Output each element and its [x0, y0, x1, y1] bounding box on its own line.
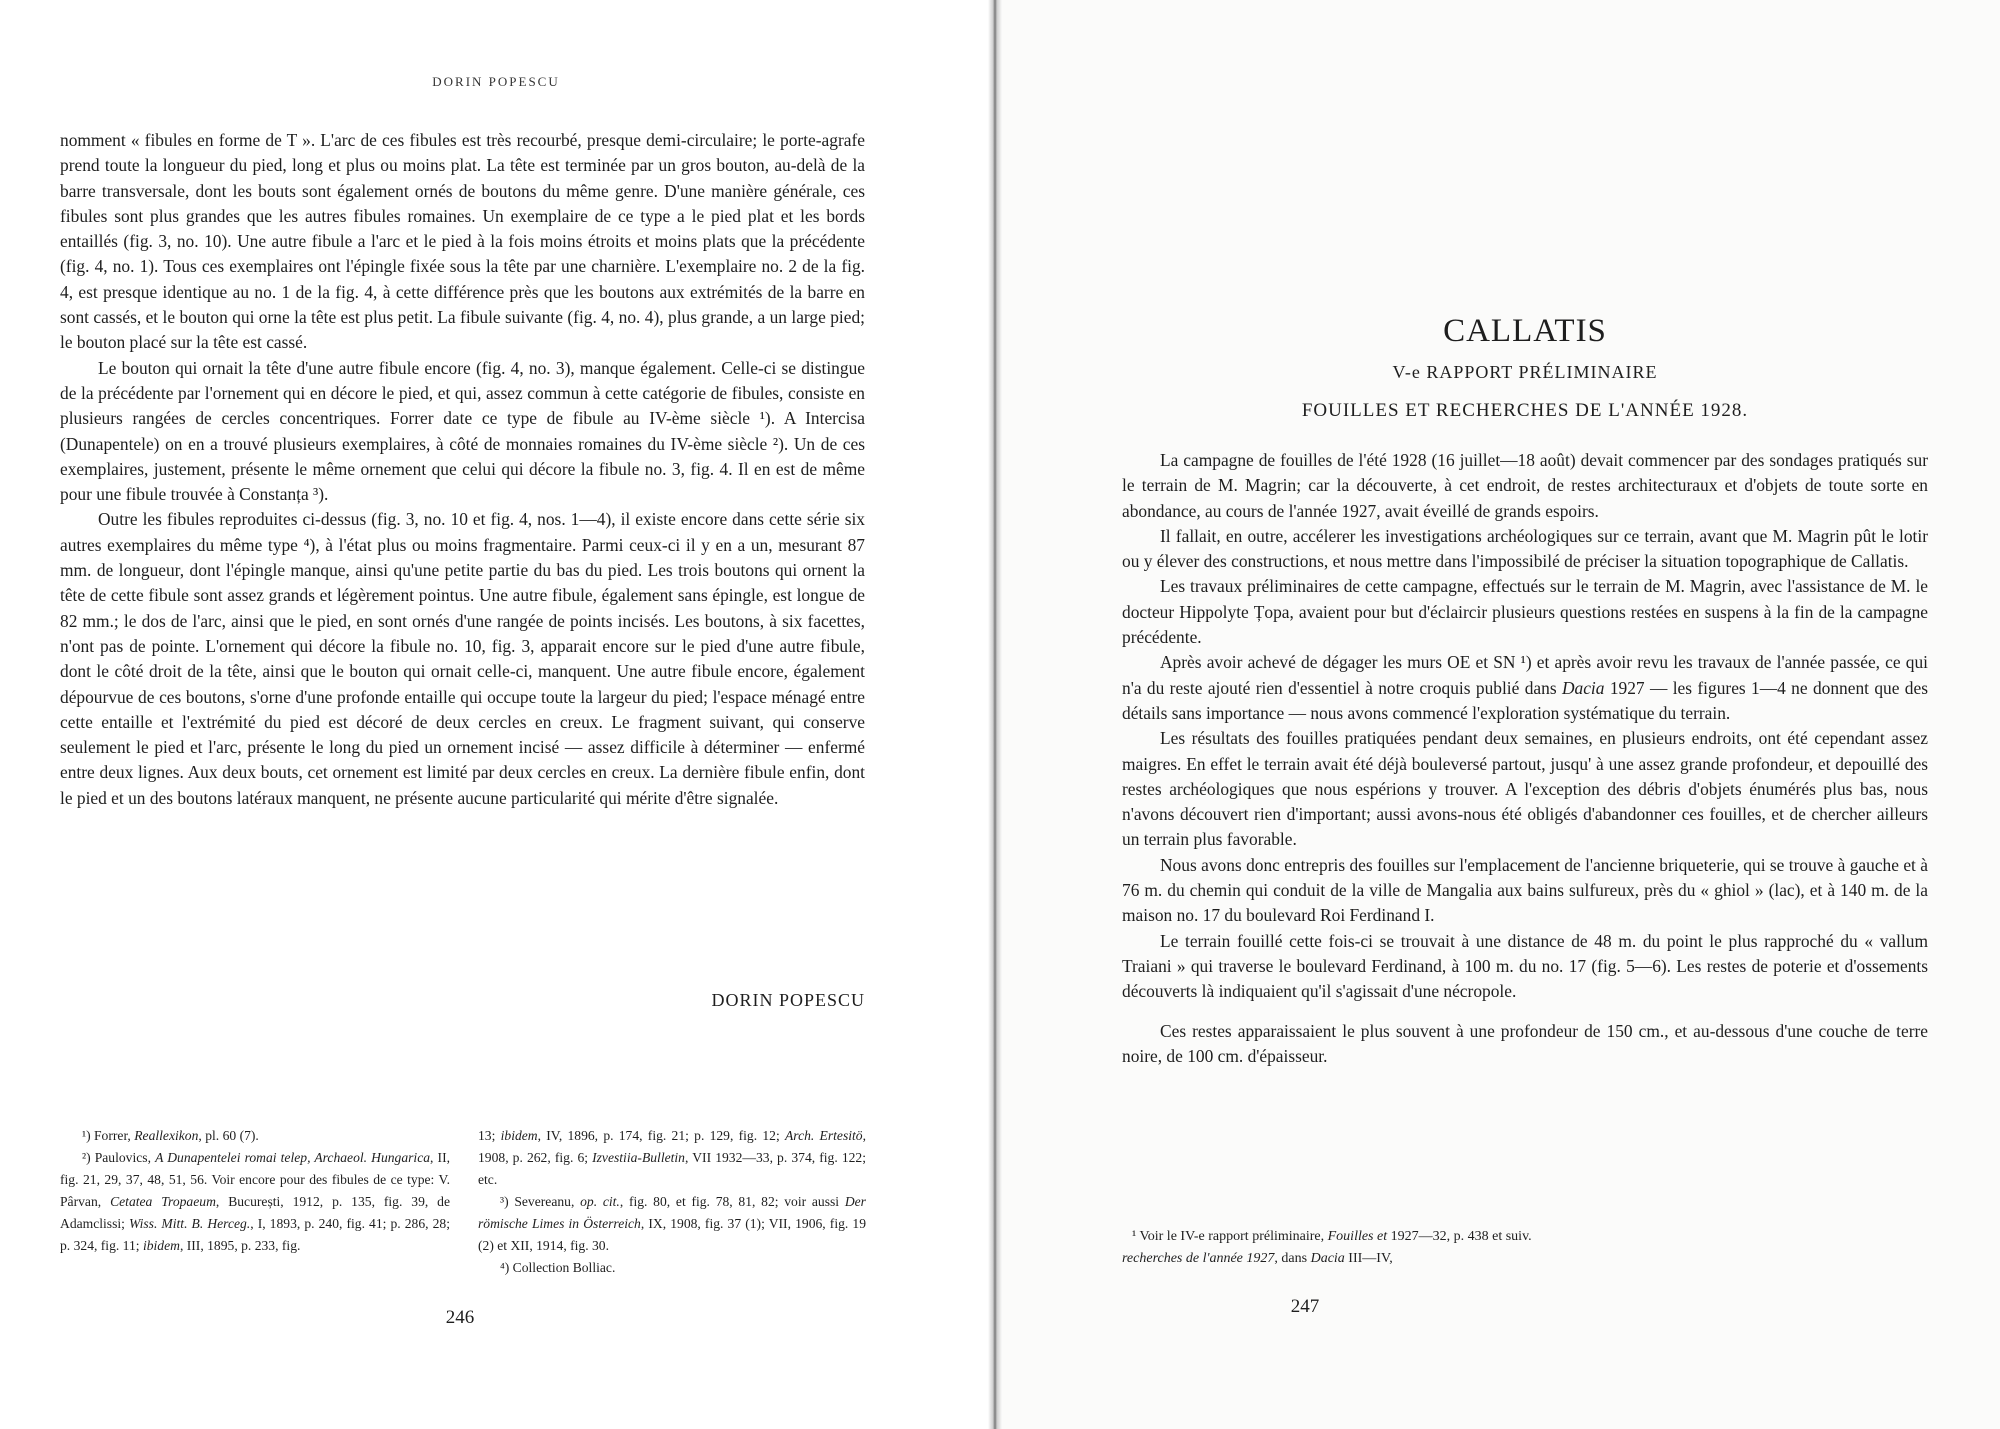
article-subtitle: V-e RAPPORT PRÉLIMINAIRE	[1392, 362, 1658, 382]
footnote-2: ²) Paulovics, A Dunapentelei romai telep, Archaeol. Hungarica, II, fig. 21, 29, 37, 48, 51, 56. Voir encore pour des fibules de ce type: V. Pârvan, Cetatea Tropaeum, București, 1912, p. 135, fig. 39, de Adamclissi; Wiss. Mitt. B. Herceg., I, 1893, p. 240, fig. 41; p. 286, 28; p. 324, fig. 11; ibidem, III, 1895, p. 233, fig.	[60, 1150, 451, 1253]
paragraph: Les travaux préliminaires de cette campagne, effectués sur le terrain de M. Magrin, avec l'assistance de M. le docteur Hippolyte Țopa, avaient pour but d'éclaircir plusieurs questions restées en suspens à la fin de la campagne précédente.	[1122, 576, 1928, 648]
paragraph: Nous avons donc entrepris des fouilles sur l'emplacement de l'ancienne briqueterie, qui se trouve à gauche et à 76 m. du chemin qui conduit de la ville de Mangalia aux bains sulfureux, près du « ghiol » (lac), et à 140 m. de la maison no. 17 du boulevard Roi Ferdinand I.	[1122, 854, 1928, 926]
paragraph: Le terrain fouillé cette fois-ci se trouvait à une distance de 48 m. du point le plus rapproché du « vallum Traiani » qui traverse le boulevard Ferdinand, à 100 m. du no. 17 (fig. 5—6). Les restes de poterie et d'ossements découverts là indiquaient qu'il s'agissait d'une nécropole.	[1122, 930, 1928, 1002]
footnote-3: ³) Severeanu, op. cit., fig. 80, et fig. 78, 81, 82; voir aussi Der römische Limes in Österreich, IX, 1908, fig. 37 (1); VII, 1906, fig. 19 (2) et XII, 1914, fig. 30.	[478, 1194, 866, 1253]
article-subtitle-2: FOUILLES ET RECHERCHES DE L'ANNÉE 1928.	[1301, 400, 1749, 421]
paragraph: La campagne de fouilles de l'été 1928 (16 juillet—18 août) devait commencer par des sondages pratiqués sur le terrain de M. Magrin; car la découverte, à cet endroit, de restes architecturaux et d'objets de toute sorte en abondance, au cours de l'année 1927, avait éveillé de grands espoirs.	[1122, 450, 1928, 521]
paragraph: Le bouton qui ornait la tête d'une autre fibule encore (fig. 4, no. 3), manque également. Celle-ci se distingue de la précédente par l'ornement qui en décore le pied, et qui, assez commun à cette catégorie de fibules, consiste en plusieurs rangées de cercles concentriques. Forrer date ce type de fibule au IV-ème siècle ¹). A Intercisa (Dunapentele) on en a trouvé plusieurs exemplaires, à côté de monnaies romaines du IV-ème siècle ²). Un de ces exemplaires, justement, présente le même ornement que celui qui décore la fibule no. 3, fig. 4. Il en est de même pour une fibule trouvée à Constanța ³).	[60, 357, 865, 505]
page-number-left: 246	[445, 1307, 475, 1328]
paragraph: Après avoir achevé de dégager les murs OE et SN ¹) et après avoir revu les travaux de l'année passée, ce qui n'a du reste ajouté rien d'essentiel à notre croquis publié dans Dacia 1927 — les figures 1—4 ne donnent que des détails sans importance — nous avons commencé l'exploration systématique du terrain.	[1122, 652, 1928, 723]
article-title: CALLATIS	[1443, 313, 1607, 349]
footnote-right: ¹ Voir le IV-e rapport préliminaire, Fouilles et 1927—32, p. 438 et suiv. recherches de l'année 1927, dans Dacia III—IV,	[1122, 1229, 1532, 1266]
paragraph: Outre les fibules reproduites ci-dessus (fig. 3, no. 10 et fig. 4, nos. 1—4), il existe encore dans cette série six autres exemplaires du même type ⁴), à l'état plus ou moins fragmentaire. Parmi ceux-ci il y en a un, mesurant 87 mm. de longueur, dont l'épingle manque, ainsi qu'une petite partie du bas du pied. Les trois boutons qui ornent la tête de cette fibule sont assez grands et légèrement pointus. Une autre fibule, également sans épingle, est longue de 82 mm.; le dos de l'arc, ainsi que le pied, en sont ornés d'une rangée de points incisés. Les boutons, à six facettes, n'ont pas de pointe. L'ornement qui décore la fibule no. 10, fig. 3, apparait encore sur le pied d'une autre fibule, dont le côté droit de la tête, ainsi que le bouton qui ornait celle-ci, manquent. Une autre fibule encore, également dépourvue de ces boutons, s'orne d'une profonde entaille qui occupe toute la largeur du pied; l'espace ménagé entre cette entaille et l'extrémité du pied est décoré de deux cercles en creux. Le fragment suivant, qui conserve seulement le pied et l'arc, présente le long du pied un ornement incisé — assez difficile à déterminer — enfermé entre deux lignes. Aux deux bouts, cet ornement est limité par deux cercles en creux. La dernière fibule enfin, dont le pied et un des boutons latéraux manquent, ne présente aucune particularité qui mérite d'être signalée.	[60, 509, 865, 808]
footnotes-column-2	[478, 1125, 866, 1279]
footnote-2-continued: 13; ibidem, IV, 1896, p. 174, fig. 21; p. 129, fig. 12; Arch. Ertesitö, 1908, p. 262, fig. 6; Izvestiia-Bulletin, VII 1932—33, p. 374, fig. 122; etc.	[478, 1128, 866, 1187]
paragraph: Ces restes apparaissaient le plus souvent à une profondeur de 150 cm., et au-dessous d'une couche de terre noire, de 100 cm. d'épaisseur.	[1122, 1020, 1928, 1066]
footnotes-column-1	[60, 1125, 450, 1257]
running-head: DORIN POPESCU	[432, 74, 560, 89]
footnote-1: ¹) Forrer, Reallexikon, pl. 60 (7).	[82, 1128, 259, 1143]
paragraph: Les résultats des fouilles pratiquées pendant deux semaines, en plusieurs endroits, ont été cependant assez maigres. En effet le terrain avait été déjà bouleversé partout, jusqu' à une assez grande profondeur, et depouillé des restes archéologiques que nous espérions y trouver. A l'exception des débris d'objets énumérés plus bas, nous n'avons découvert rien d'important; aussi avons-nous été obligés d'abandonner ces fouilles, et de chercher ailleurs un terrain plus favorable.	[1122, 728, 1928, 850]
footnote-4: ⁴) Collection Bolliac.	[500, 1260, 616, 1275]
paragraph: Il fallait, en outre, accélerer les investigations archéologiques sur ce terrain, avant que M. Magrin pût le lotir ou y élever des constructions, et nous mettre dans l'impossibilé de préciser la situation topographique de Callatis.	[1122, 525, 1928, 572]
right-body-text	[1122, 448, 1928, 1069]
paragraph: nomment « fibules en forme de T ». L'arc de ces fibules est très recourbé, presque demi-circulaire; le porte-agrafe prend toute la longueur du pied, long et plus ou moins plat. La tête est terminée par un gros bouton, au-delà de la barre transversale, dont les bouts sont également ornés de boutons du même genre. D'une manière générale, ces fibules sont plus grandes que les autres fibules romaines. Un exemplaire de ce type a le pied plat et les bords entaillés (fig. 3, no. 10). Une autre fibule a l'arc et le pied à la fois moins étroits et moins plats que la précédente (fig. 4, no. 1). Tous ces exemplaires ont l'épingle fixée sous la tête par une charnière. L'exemplaire no. 2 de la fig. 4, est presque identique au no. 1 de la fig. 4, à cette différence près que les boutons aux extrémités de la barre en sont cassés, et le bouton qui orne la tête est plus petit. La fibule suivante (fig. 4, no. 4), plus grande, a un large pied; le bouton placé sur la tête est cassé.	[60, 130, 865, 353]
book-gutter	[988, 0, 1002, 1429]
author-signature: DORIN POPESCU	[711, 990, 865, 1010]
page-number-right: 247	[1290, 1296, 1320, 1317]
left-body-text	[60, 128, 865, 811]
